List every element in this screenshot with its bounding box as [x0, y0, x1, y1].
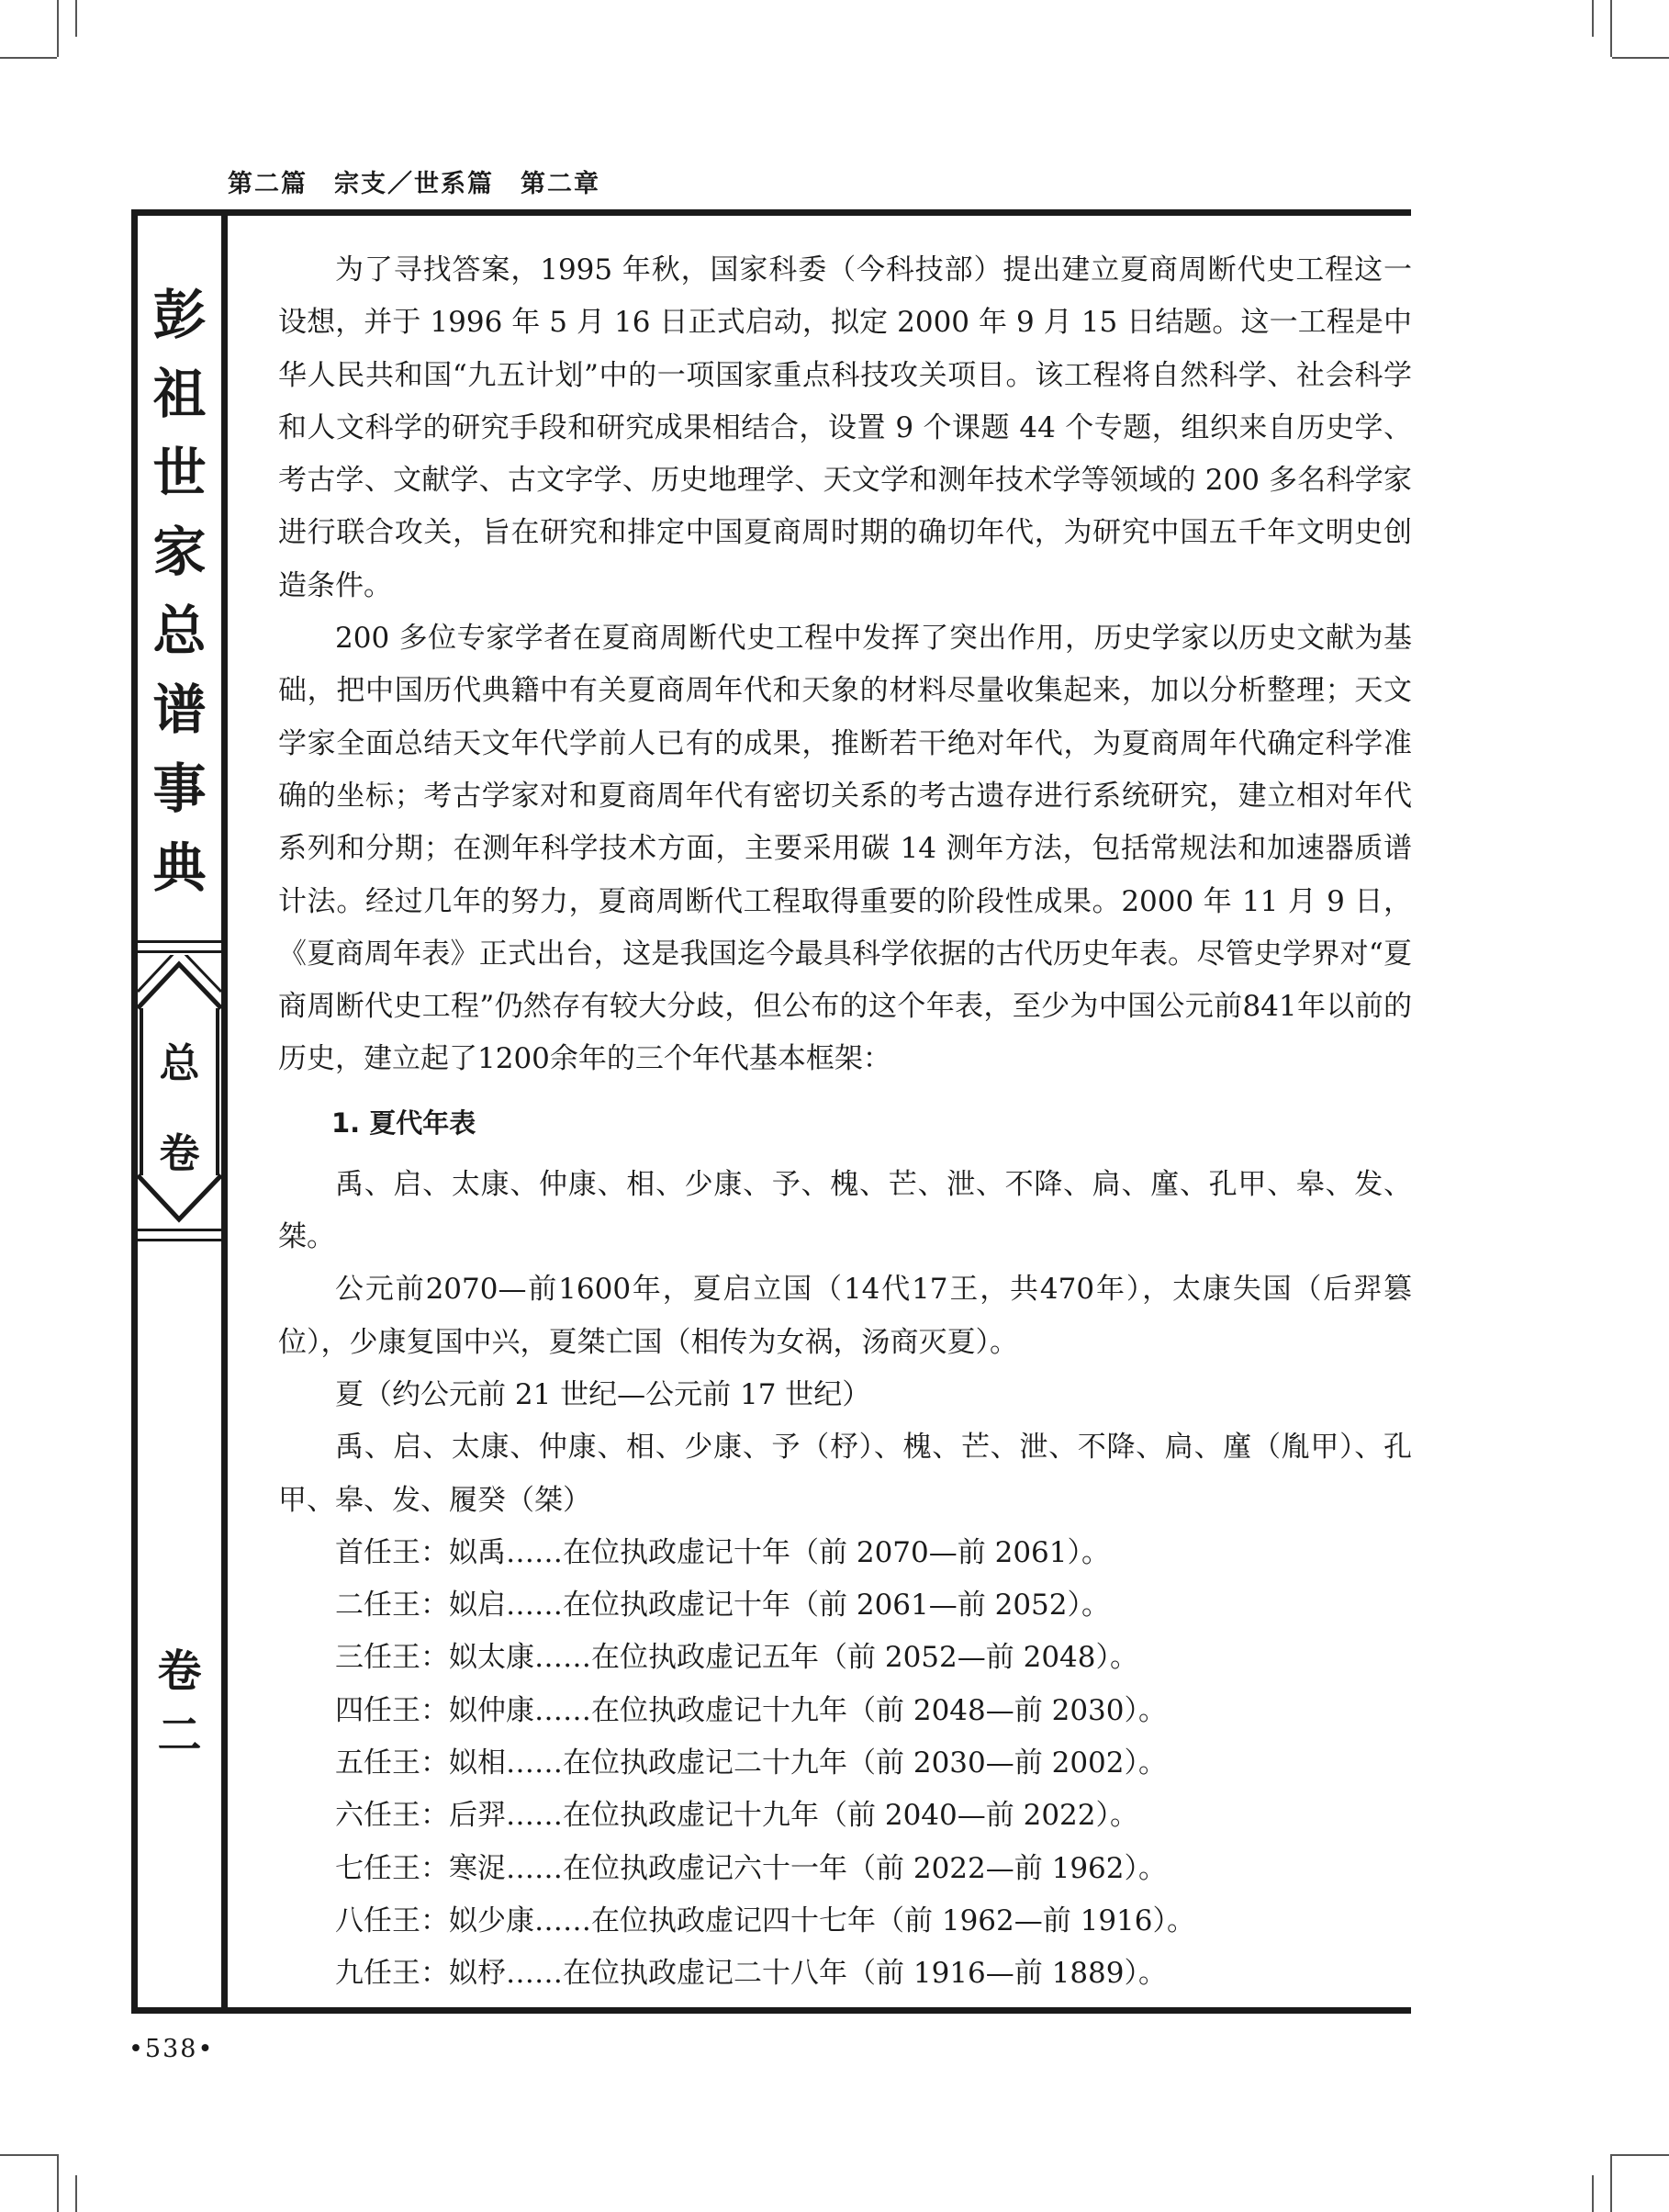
king-entry: 六任王：后羿……在位执政虚记十九年（前 2040—前 2022）。: [335, 1799, 1138, 1833]
top-rule: [131, 209, 1411, 216]
spine-divider: [138, 940, 221, 943]
crop-mark: [1610, 0, 1612, 57]
volume-label: [138, 1019, 221, 1199]
paragraph: 为了寻找答案，1995 年秋，国家科委（今科技部）提出建立夏商周断代史工程这一设想，并于 1996 年 5 月 16 日正式启动，拟定 2000 年 9 月 15 日结题。这一工程是中华人民共和国“九五计划”中的一项国家重点科技攻关项目。该工程将自然科学、社会科学和人文科学的研究手段和研究成果相结合，设置 9 个课题 44 个专题，组织来自历史学、考古学、文献学、古文字学、历史地理学、天文学和测年技术学等领域的 200 多名科学家进行联合攻关，旨在研究和排定中国夏商周时期的确切年代，为研究中国五千年文明史创造条件。: [278, 253, 1412, 602]
crop-mark: [0, 2154, 57, 2156]
left-rule: [131, 209, 138, 2014]
spine-char: 谱: [152, 679, 207, 741]
king-entry: 七任王：寒浞……在位执政虚记六十一年（前 2022—前 1962）。: [335, 1851, 1167, 1885]
spine-char: 事: [152, 758, 207, 820]
volume-char: 总: [159, 1040, 200, 1087]
crop-mark: [1592, 2175, 1594, 2212]
spine-char: 家: [152, 521, 207, 583]
spine-char: 祖: [152, 363, 207, 425]
king-entry: 五任王：姒相……在位执政虚记二十九年（前 2030—前 2002）。: [335, 1746, 1167, 1780]
juan-label: [138, 1639, 221, 1768]
king-entry: 首任王：姒禹……在位执政虚记十年（前 2070—前 2061）。: [335, 1535, 1110, 1569]
paragraph: 夏（约公元前 21 世纪—公元前 17 世纪）: [335, 1377, 871, 1411]
crop-mark: [75, 0, 77, 37]
spine-char: 彭: [152, 284, 207, 346]
paragraph: 禹、启、太康、仲康、相、少康、予（杼）、槐、芒、泄、不降、扃、廑（胤甲）、孔甲、皋、发、履癸（桀）: [278, 1431, 1412, 1517]
spine-book-title: [138, 275, 221, 907]
crop-mark: [0, 57, 57, 59]
running-header: 第二篇 宗支／世系篇 第二章: [228, 170, 600, 198]
crop-mark: [1610, 2154, 1612, 2212]
king-entry: 八任王：姒少康……在位执政虚记四十七年（前 1962—前 1916）。: [335, 1903, 1195, 1937]
spine-char: 典: [152, 837, 207, 899]
crop-mark: [1592, 0, 1594, 37]
bottom-rule: [131, 2007, 1411, 2014]
crop-mark: [57, 2154, 59, 2212]
king-entry: 九任王：姒杼……在位执政虚记二十八年（前 1916—前 1889）。: [335, 1957, 1167, 1991]
king-entry: 三任王：姒太康……在位执政虚记五年（前 2052—前 2048）。: [335, 1641, 1138, 1675]
section-title: 1. 夏代年表: [331, 1106, 476, 1139]
inner-rule: [221, 209, 228, 2014]
paragraph: 禹、启、太康、仲康、相、少康、予、槐、芒、泄、不降、扃、廑、孔甲、皋、发、桀。: [278, 1167, 1412, 1254]
paragraph: 200 多位专家学者在夏商周断代史工程中发挥了突出作用，历史学家以历史文献为基础，把中国历代典籍中有关夏商周年代和天象的材料尽量收集起来，加以分析整理；天文学家全面总结天文年代学前人已有的成果，推断若干绝对年代，为夏商周年代确定科学准确的坐标；考古学家对和夏商周年代有密切关系的考古遗存进行系统研究，建立相对年代系列和分期；在测年科学技术方面，主要采用碳 14 测年方法，包括常规法和加速器质谱计法。经过几年的努力，夏商周断代工程取得重要的阶段性成果。2000 年 11 月 9 日，《夏商周年表》正式出台，这是我国迄今最具科学依据的古代历史年表。尽管史学界对“夏商周断代史工程”仍然存有较大分歧，但公布的这个年表，至少为中国公元前841年以前的历史，建立起了1200余年的三个年代基本框架：: [278, 622, 1412, 1076]
king-entry: 四任王：姒仲康……在位执政虚记十九年（前 2048—前 2030）。: [335, 1693, 1167, 1727]
crop-mark: [57, 0, 59, 57]
main-text: [278, 244, 1412, 2001]
spine-divider: [138, 1239, 221, 1241]
spine-divider: [138, 950, 221, 953]
spine-divider: [138, 1229, 221, 1231]
spine-char: 世: [152, 442, 207, 504]
spine-char: 总: [152, 600, 207, 662]
page-number: •538•: [129, 2035, 215, 2063]
volume-char: 卷: [159, 1130, 200, 1177]
crop-mark: [75, 2175, 77, 2212]
crop-mark: [1612, 2154, 1669, 2156]
juan-char: 卷: [157, 1645, 202, 1697]
king-entry: 二任王：姒启……在位执政虚记十年（前 2061—前 2052）。: [335, 1589, 1110, 1623]
crop-mark: [1612, 57, 1669, 59]
juan-char: 二: [157, 1710, 202, 1761]
paragraph: 公元前2070—前1600年，夏启立国（14代17王，共470年），太康失国（后羿篡位），少康复国中兴，夏桀亡国（相传为女祸，汤商灭夏）。: [278, 1273, 1412, 1359]
